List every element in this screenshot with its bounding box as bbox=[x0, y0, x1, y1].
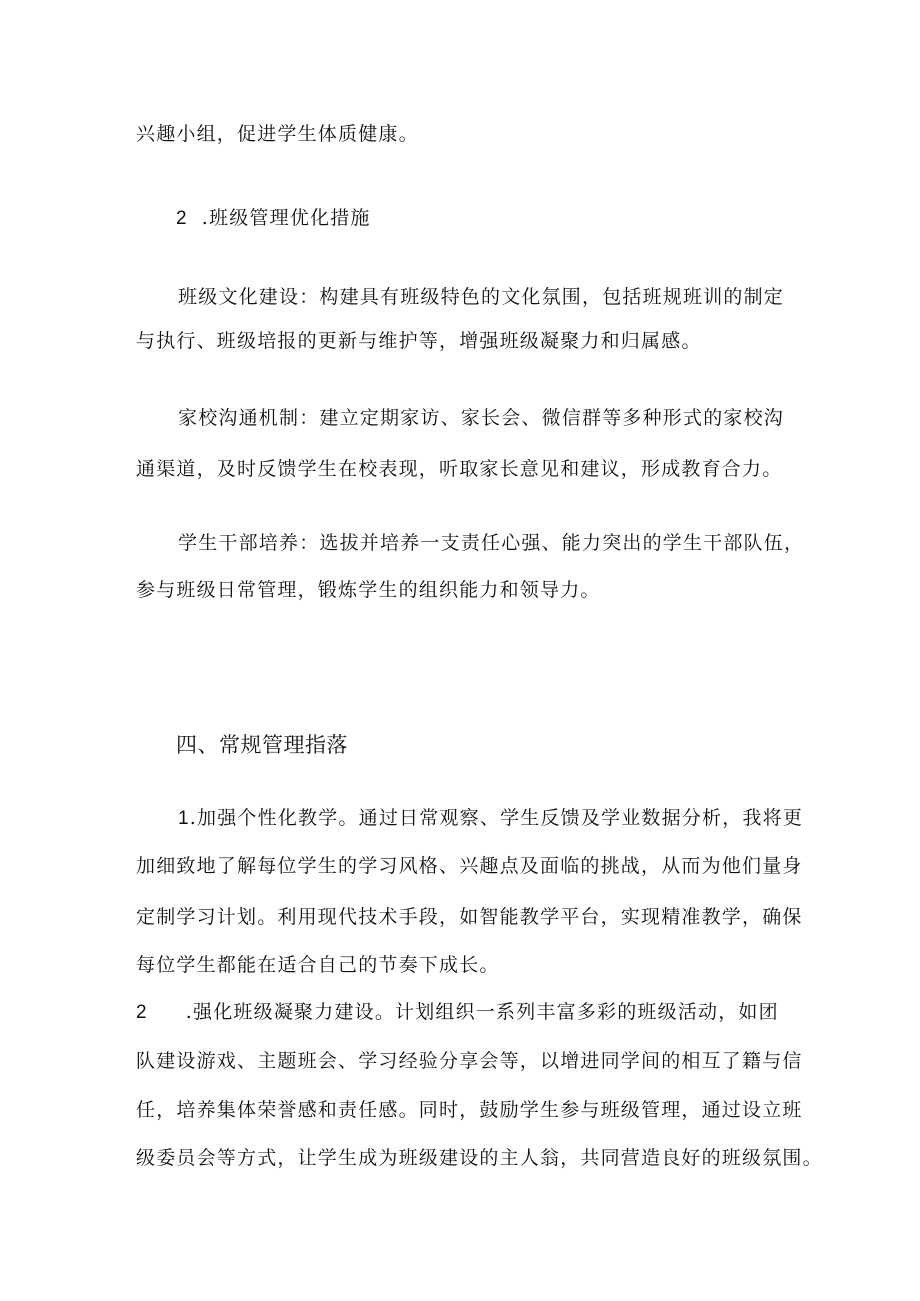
section-heading bbox=[176, 205, 371, 232]
list-text: .加强个性化教学。通过日常观察、学生反馈及学业数据分析，我将更 bbox=[189, 807, 804, 829]
chapter-heading: 四、常规管理指落 bbox=[176, 733, 348, 757]
paragraph-line: 与执行、班级培报的更新与维护等，增强班级凝聚力和归属感。 bbox=[136, 330, 702, 352]
paragraph-line: 家校沟通机制：建立定期家访、家长会、微信群等多种形式的家校沟 bbox=[178, 407, 785, 429]
paragraph-line: 学生干部培养：选拔并培养一支责任心强、能力突出的学生干部队伍， bbox=[178, 532, 805, 554]
list-item-line bbox=[178, 805, 803, 832]
section-title: .班级管理优化措施 bbox=[201, 207, 371, 229]
paragraph-line: 加细致地了解每位学生的学习风格、兴趣点及面临的挑战，从而为他们量身 bbox=[136, 855, 803, 877]
list-text: .强化班级凝聚力建设。计划组织一系列丰富多彩的班级活动，如团 bbox=[185, 1001, 779, 1023]
paragraph-line: 级委员会等方式，让学生成为班级建设的主人翁，共同营造良好的班级氛围。 bbox=[136, 1147, 823, 1169]
paragraph-line: 班级文化建设：构建具有班级特色的文化氛围，包括班规班训的制定 bbox=[178, 286, 785, 308]
list-number: 2 bbox=[136, 1002, 148, 1023]
paragraph-line: 任，培养集体荣誉感和责任感。同时，鼓励学生参与班级管理，通过设立班 bbox=[136, 1099, 803, 1121]
paragraph-line: 队建设游戏、主题班会、学习经验分享会等，以增进同学间的相互了籍与信 bbox=[136, 1050, 803, 1072]
section-number: 2 bbox=[176, 208, 188, 229]
paragraph-line: 每位学生都能在适合自己的节奏下成长。 bbox=[136, 954, 500, 976]
list-number: 1 bbox=[178, 808, 190, 829]
paragraph-line: 参与班级日常管理，锻炼学生的组织能力和领导力。 bbox=[136, 579, 601, 601]
list-item-line bbox=[136, 999, 779, 1026]
paragraph-line: 兴趣小组，促进学生体质健康。 bbox=[136, 123, 419, 145]
paragraph-line: 定制学习计划。利用现代技术手段，如智能教学平台，实现精准教学，确保 bbox=[136, 906, 803, 928]
paragraph-line: 通渠道，及时反馈学生在校表现，听取家长意见和建议，形成教育合力。 bbox=[136, 458, 783, 480]
